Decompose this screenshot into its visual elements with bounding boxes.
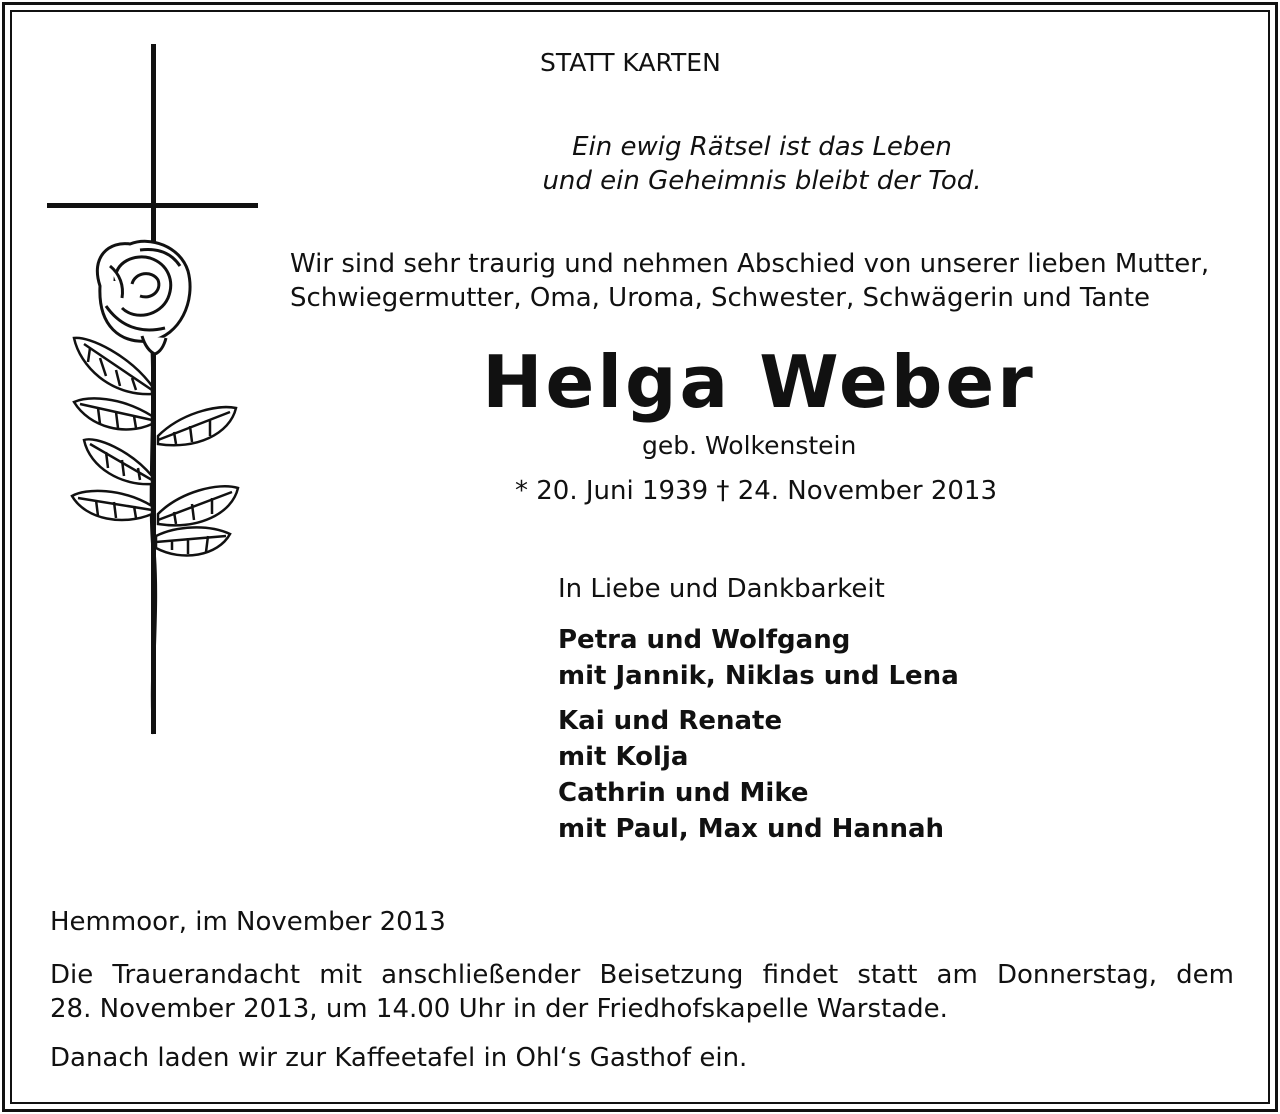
mourner-line: Cathrin und Mike bbox=[558, 778, 809, 808]
funeral-line-1: Die Trauerandacht mit anschließender Beisetzung findet statt am Donnerstag, dem bbox=[50, 960, 1234, 990]
deceased-name: Helga Weber bbox=[482, 340, 1036, 424]
intro-line-2: Schwiegermutter, Oma, Uroma, Schwester, Schwägerin und Tante bbox=[290, 283, 1151, 313]
life-dates: * 20. Juni 1939 † 24. November 2013 bbox=[515, 476, 997, 506]
mourner-group-1 bbox=[558, 622, 959, 694]
poem-line-2: und ein Geheimnis bleibt der Tod. bbox=[542, 166, 982, 196]
mourner-line: mit Kolja bbox=[558, 742, 689, 772]
poem-line-1: Ein ewig Rätsel ist das Leben bbox=[572, 132, 952, 162]
mourner-line: mit Paul, Max und Hannah bbox=[558, 814, 945, 844]
statt-karten-heading: STATT KARTEN bbox=[540, 48, 721, 77]
poem-verse bbox=[462, 130, 1062, 198]
place-date: Hemmoor, im November 2013 bbox=[50, 907, 446, 937]
mourners-intro: In Liebe und Dankbarkeit bbox=[558, 574, 885, 604]
birth-name: geb. Wolkenstein bbox=[642, 431, 857, 460]
mourner-group-2 bbox=[558, 703, 944, 847]
mourner-line: Kai und Renate bbox=[558, 706, 783, 736]
funeral-line-2: 28. November 2013, um 14.00 Uhr in der Friedhofskapelle Warstade. bbox=[50, 994, 948, 1024]
mourner-line: mit Jannik, Niklas und Lena bbox=[558, 661, 959, 691]
mourner-line: Petra und Wolfgang bbox=[558, 625, 851, 655]
coffee-invitation: Danach laden wir zur Kaffeetafel in Ohl‘s Gasthof ein. bbox=[50, 1043, 748, 1073]
intro-line-1: Wir sind sehr traurig und nehmen Abschied von unserer lieben Mutter, bbox=[290, 249, 1210, 279]
intro-text bbox=[290, 247, 1250, 315]
funeral-info bbox=[50, 958, 1234, 1026]
